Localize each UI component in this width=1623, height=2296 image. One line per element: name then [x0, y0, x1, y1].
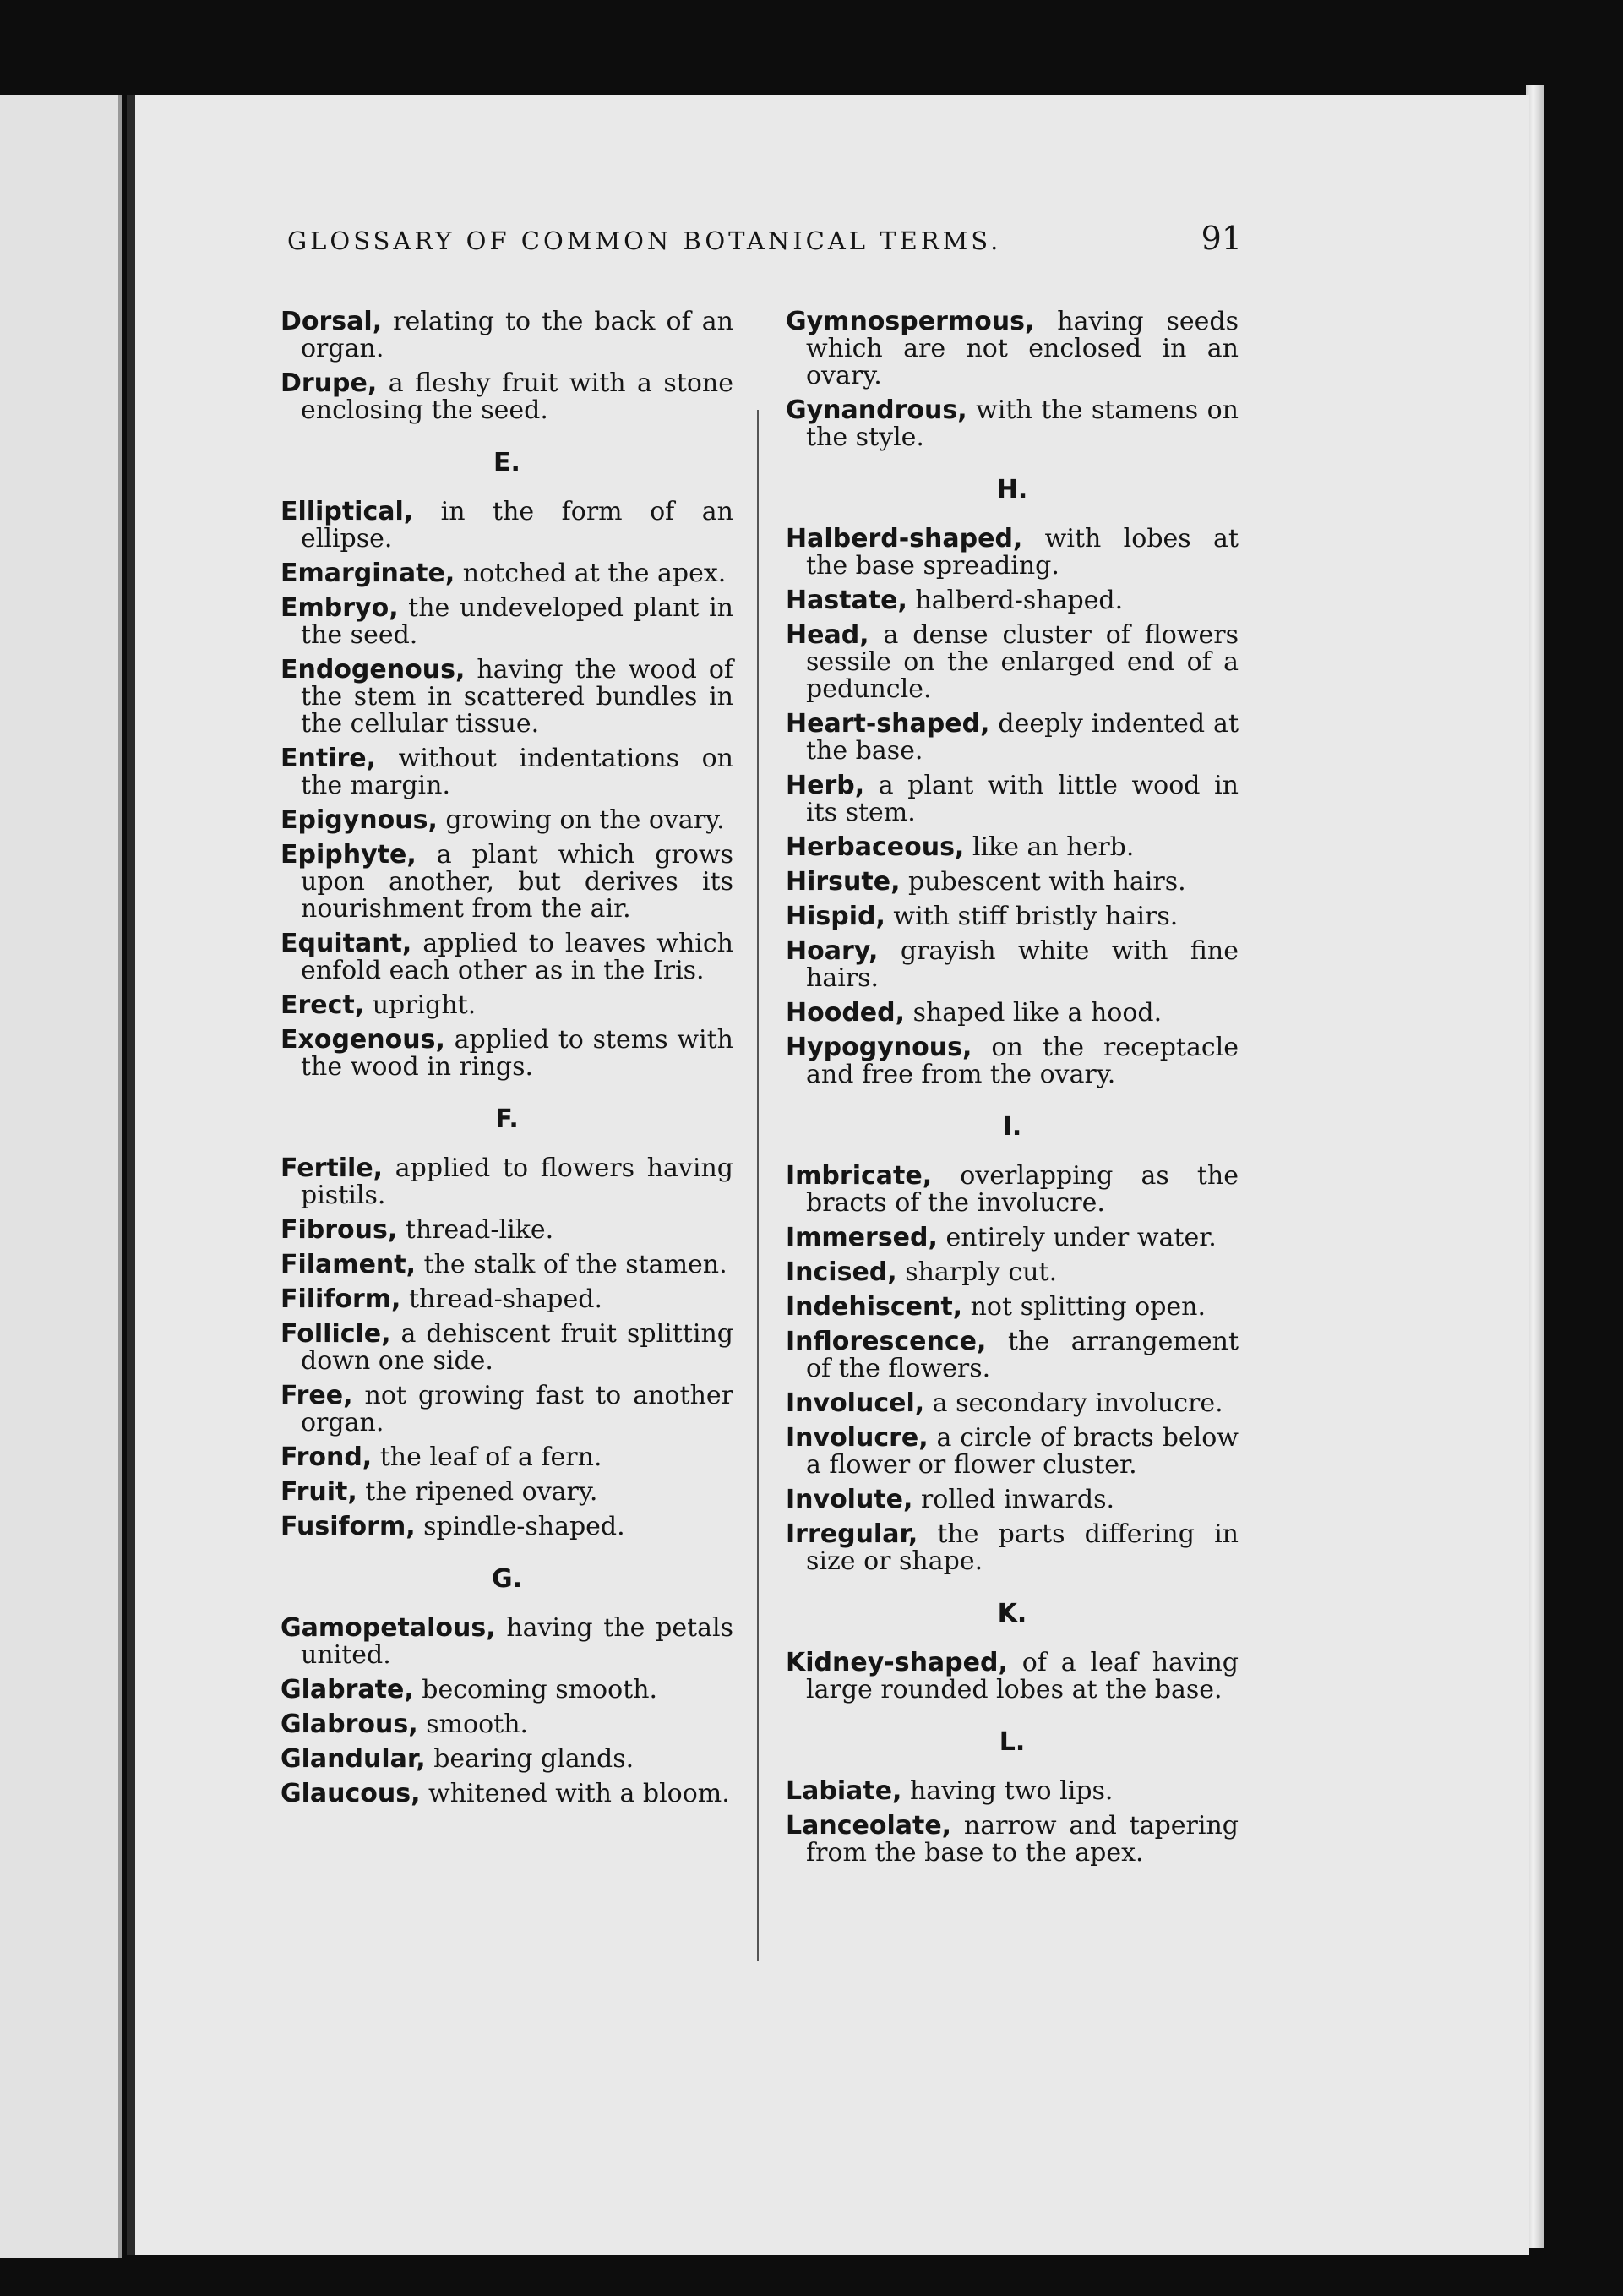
section-letter: L. — [999, 1727, 1026, 1757]
glossary-term: Hastate, — [786, 586, 907, 615]
glossary-entry — [786, 1521, 1239, 1575]
glossary-entry — [786, 869, 1239, 896]
glossary-term: Indehiscent, — [786, 1292, 963, 1322]
glossary-definition: growing on the ovary. — [437, 805, 725, 835]
glossary-definition: narrow and tapering from the base to the apex. — [806, 1811, 1239, 1868]
glossary-entry — [280, 1217, 733, 1244]
glossary-entry — [280, 1155, 733, 1209]
section-letter: E. — [493, 448, 520, 477]
glossary-definition: not growing fast to another organ. — [301, 1381, 733, 1437]
glossary-term: Erect, — [280, 990, 365, 1020]
glossary-entry — [280, 930, 733, 984]
glossary-term: Labiate, — [786, 1776, 902, 1806]
glossary-term: Herbaceous, — [786, 832, 965, 862]
glossary-entry — [280, 1321, 733, 1375]
glossary-entry — [786, 903, 1239, 930]
section-letter: F. — [495, 1104, 519, 1134]
column-rule — [757, 410, 759, 1961]
glossary-definition: a plant with little wood in its stem. — [806, 771, 1239, 827]
glossary-term: Involucre, — [786, 1423, 929, 1453]
glossary-definition: having two lips. — [901, 1776, 1114, 1806]
glossary-term: Hispid, — [786, 902, 885, 931]
glossary-definition: like an herb. — [964, 832, 1135, 862]
glossary-term: Elliptical, — [280, 497, 414, 526]
glossary-definition: becoming smooth. — [413, 1675, 658, 1704]
glossary-term: Follicle, — [280, 1319, 391, 1349]
glossary-term: Filament, — [280, 1250, 417, 1279]
glossary-entry — [280, 1711, 733, 1738]
glossary-definition: on the receptacle and free from the ovary. — [806, 1033, 1239, 1089]
glossary-term: Glabrate, — [280, 1675, 414, 1704]
glossary-entry — [786, 308, 1239, 390]
glossary-term: Glaucous, — [280, 1779, 421, 1808]
section-letter: K. — [997, 1599, 1027, 1628]
glossary-definition: a fleshy fruit with a stone enclosing the seed. — [301, 368, 733, 425]
glossary-entry — [786, 938, 1239, 992]
glossary-definition: pubescent with hairs. — [900, 867, 1186, 897]
glossary-definition: with the stamens on the style. — [806, 395, 1239, 452]
glossary-entry — [786, 1778, 1239, 1805]
glossary-term: Epigynous, — [280, 805, 438, 835]
glossary-entry — [280, 992, 733, 1019]
glossary-term: Equitant, — [280, 929, 412, 958]
glossary-term: Dorsal, — [280, 307, 383, 336]
glossary-definition: the ripened ovary. — [357, 1477, 598, 1507]
glossary-definition: a dehiscent fruit splitting down one side. — [301, 1319, 733, 1376]
glossary-definition: the arrangement of the flowers. — [806, 1327, 1239, 1383]
glossary-entry — [280, 499, 733, 553]
glossary-entry — [280, 560, 733, 587]
glossary-term: Involucel, — [786, 1388, 925, 1418]
glossary-definition: sharply cut. — [896, 1257, 1058, 1287]
glossary-definition: the undeveloped plant in the seed. — [301, 593, 733, 650]
facing-page-edge — [0, 95, 122, 2258]
glossary-term: Inflorescence, — [786, 1327, 987, 1356]
glossary-term: Heart-shaped, — [786, 709, 990, 739]
glossary-entry — [786, 1390, 1239, 1417]
glossary-definition: entirely under water. — [937, 1223, 1217, 1252]
page-number: 91 — [1201, 220, 1242, 257]
glossary-entry — [280, 807, 733, 834]
glossary-definition: applied to leaves which enfold each other as in the Iris. — [301, 929, 733, 985]
glossary-entry — [786, 1000, 1239, 1027]
glossary-term: Hypogynous, — [786, 1033, 972, 1062]
glossary-definition: smooth. — [417, 1710, 529, 1739]
glossary-definition: deeply indented at the base. — [806, 709, 1239, 766]
glossary-entry — [280, 1781, 733, 1808]
glossary-entry — [280, 1444, 733, 1471]
glossary-definition: in the form of an ellipse. — [301, 497, 733, 554]
glossary-entry — [280, 1027, 733, 1081]
glossary-entry — [786, 587, 1239, 614]
glossary-term: Herb, — [786, 771, 865, 800]
glossary-definition: of a leaf having large rounded lobes at the base. — [806, 1648, 1239, 1704]
glossary-definition: applied to stems with the wood in rings. — [301, 1025, 733, 1082]
glossary-term: Emarginate, — [280, 559, 455, 588]
glossary-definition: having the wood of the stem in scattered bundles in the cellular tissue. — [301, 655, 733, 739]
glossary-entry — [786, 1224, 1239, 1252]
glossary-term: Fibrous, — [280, 1215, 398, 1245]
glossary-entry — [786, 1328, 1239, 1383]
glossary-definition: bearing glands. — [425, 1744, 634, 1774]
glossary-definition: rolled inwards. — [912, 1485, 1115, 1514]
glossary-column-right — [786, 308, 1239, 1874]
glossary-term: Entire, — [280, 744, 377, 773]
glossary-entry — [786, 1425, 1239, 1479]
glossary-entry — [786, 397, 1239, 451]
glossary-definition: having seeds which are not enclosed in an ovary. — [806, 307, 1239, 390]
glossary-term: Lanceolate, — [786, 1811, 952, 1841]
glossary-definition: with stiff bristly hairs. — [885, 902, 1179, 931]
glossary-term: Gynandrous, — [786, 395, 967, 425]
glossary-term: Hoary, — [786, 936, 879, 966]
running-head-title: GLOSSARY OF COMMON BOTANICAL TERMS. — [287, 226, 1002, 255]
glossary-entry — [786, 834, 1239, 861]
glossary-entry — [786, 1650, 1239, 1704]
section-letter: I. — [1002, 1112, 1022, 1142]
glossary-definition: with lobes at the base spreading. — [806, 524, 1239, 581]
glossary-definition: thread-shaped. — [400, 1284, 603, 1314]
glossary-definition: upright. — [364, 990, 477, 1020]
glossary-entry — [280, 657, 733, 738]
glossary-term: Head, — [786, 620, 869, 650]
glossary-term: Drupe, — [280, 368, 378, 398]
glossary-term: Endogenous, — [280, 655, 466, 684]
section-letter: G. — [491, 1564, 523, 1594]
glossary-term: Incised, — [786, 1257, 897, 1287]
glossary-definition: the leaf of a fern. — [372, 1442, 602, 1472]
glossary-definition: halberd-shaped. — [907, 586, 1124, 615]
glossary-definition: a dense cluster of flowers sessile on the enlarged end of a peduncle. — [806, 620, 1239, 704]
glossary-term: Hooded, — [786, 998, 906, 1028]
glossary-entry — [280, 595, 733, 649]
glossary-term: Involute, — [786, 1485, 913, 1514]
glossary-term: Embryo, — [280, 593, 399, 623]
glossary-term: Frond, — [280, 1442, 373, 1472]
glossary-definition: a secondary involucre. — [924, 1388, 1223, 1418]
glossary-definition: spindle-shaped. — [415, 1512, 625, 1541]
glossary-entry — [280, 1677, 733, 1704]
glossary-term: Epiphyte, — [280, 840, 417, 870]
glossary-entry — [786, 711, 1239, 765]
glossary-definition: relating to the back of an organ. — [301, 307, 733, 363]
glossary-definition: without indentations on the margin. — [301, 744, 733, 800]
glossary-entry — [280, 842, 733, 923]
running-head — [287, 220, 1242, 257]
glossary-entry — [280, 370, 733, 424]
glossary-term: Filiform, — [280, 1284, 401, 1314]
glossary-term: Kidney-shaped, — [786, 1648, 1008, 1677]
glossary-entry — [786, 526, 1239, 580]
glossary-entry — [786, 772, 1239, 826]
glossary-definition: thread-like. — [397, 1215, 554, 1245]
glossary-definition: applied to flowers having pistils. — [301, 1153, 733, 1210]
glossary-column-left — [280, 308, 733, 1815]
glossary-definition: having the petals united. — [301, 1613, 733, 1670]
glossary-term: Fruit, — [280, 1477, 357, 1507]
section-letter: H. — [996, 475, 1028, 504]
glossary-entry — [280, 1746, 733, 1773]
glossary-definition: overlapping as the bracts of the involucre. — [806, 1161, 1239, 1218]
glossary-entry — [280, 308, 733, 363]
glossary-term: Immersed, — [786, 1223, 938, 1252]
glossary-term: Imbricate, — [786, 1161, 933, 1191]
glossary-entry — [280, 745, 733, 799]
glossary-entry — [786, 1294, 1239, 1321]
glossary-term: Fertile, — [280, 1153, 384, 1183]
glossary-term: Hirsute, — [786, 867, 901, 897]
glossary-entry — [786, 622, 1239, 703]
glossary-term: Exogenous, — [280, 1025, 445, 1055]
glossary-definition: not splitting open. — [962, 1292, 1206, 1322]
glossary-term: Fusiform, — [280, 1512, 416, 1541]
glossary-definition: whitened with a bloom. — [420, 1779, 730, 1808]
glossary-definition: grayish white with fine hairs. — [806, 936, 1239, 993]
glossary-term: Free, — [280, 1381, 353, 1410]
glossary-entry — [786, 1486, 1239, 1513]
glossary-term: Halberd-shaped, — [786, 524, 1023, 554]
glossary-entry — [280, 1615, 733, 1669]
glossary-definition: a circle of bracts below a flower or flower cluster. — [806, 1423, 1239, 1480]
glossary-entry — [786, 1813, 1239, 1867]
glossary-entry — [280, 1383, 733, 1437]
glossary-term: Gymnospermous, — [786, 307, 1035, 336]
glossary-term: Glabrous, — [280, 1710, 418, 1739]
glossary-entry — [786, 1259, 1239, 1286]
glossary-entry — [280, 1252, 733, 1279]
glossary-term: Irregular, — [786, 1519, 918, 1549]
glossary-entry — [786, 1034, 1239, 1088]
glossary-definition: shaped like a hood. — [905, 998, 1163, 1028]
glossary-term: Gamopetalous, — [280, 1613, 496, 1643]
glossary-definition: the parts differing in size or shape. — [806, 1519, 1239, 1576]
glossary-entry — [280, 1479, 733, 1506]
glossary-term: Glandular, — [280, 1744, 426, 1774]
glossary-definition: a plant which grows upon another, but derives its nourishment from the air. — [301, 840, 733, 924]
glossary-entry — [280, 1286, 733, 1313]
glossary-entry — [786, 1163, 1239, 1217]
glossary-entry — [280, 1513, 733, 1541]
glossary-definition: the stalk of the stamen. — [416, 1250, 727, 1279]
glossary-definition: notched at the apex. — [455, 559, 727, 588]
